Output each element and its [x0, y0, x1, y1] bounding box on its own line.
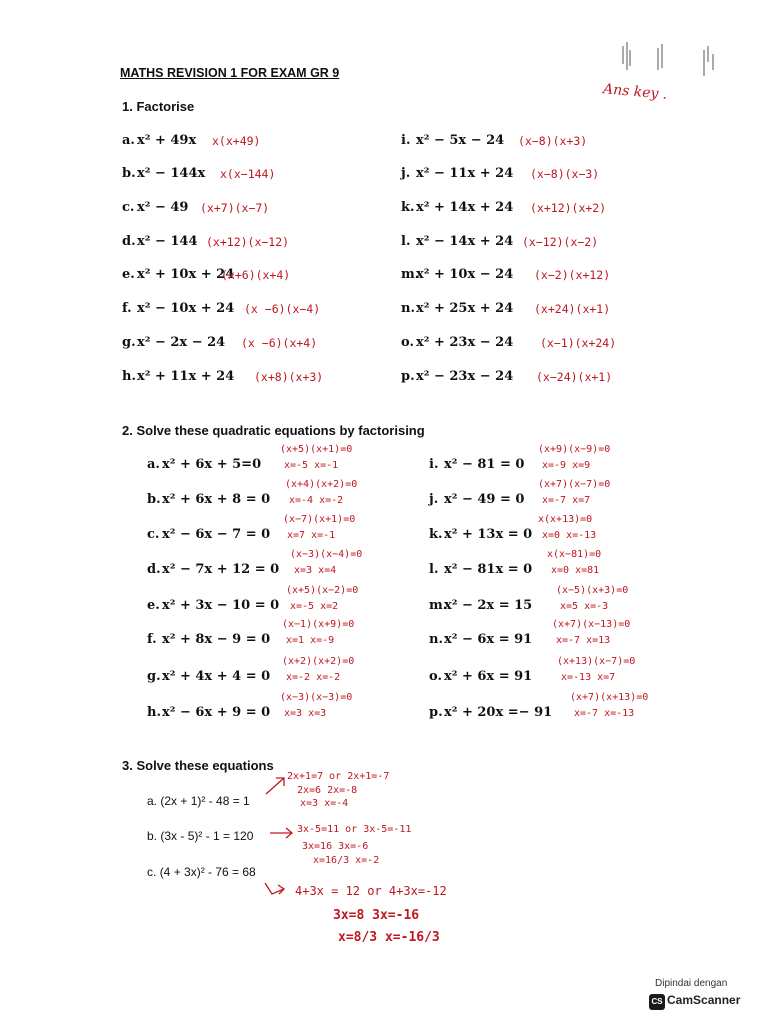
s3-item-a: a. (2x + 1)² - 48 = 1 [147, 794, 250, 808]
item-answer: (x −6)(x+4) [241, 336, 318, 350]
s3-a-work-2: 2x=6 2x=-8 [297, 785, 358, 796]
item-answer: x(x+49) [212, 134, 261, 148]
item-answer-line1: x(x−81)=0 [547, 549, 602, 560]
item-answer: (x+8)(x+3) [254, 370, 324, 384]
item-label: l. [401, 234, 411, 249]
item-expression: x² + 10x + 24 [137, 267, 235, 282]
item-label: i. [429, 457, 439, 472]
item-label: g. [122, 335, 136, 350]
item-expression: x² − 2x − 24 [137, 335, 226, 350]
item-answer: (x+7)(x−7) [200, 201, 270, 215]
item-label: c. [147, 527, 160, 542]
item-expression: x² − 23x − 24 [416, 369, 514, 384]
item-answer-line1: (x−3)(x−4)=0 [290, 549, 363, 560]
camscanner-logo-icon: CS [649, 994, 665, 1010]
s3-b-work-2: 3x=16 3x=-6 [302, 841, 369, 852]
item-expression: x² + 49x [137, 133, 197, 148]
item-expression: x² + 20x =− 91 [444, 705, 553, 720]
item-expression: x² + 4x + 4 = 0 [162, 669, 271, 684]
item-answer-line1: (x+4)(x+2)=0 [285, 479, 358, 490]
item-answer-line2: x=0 x=81 [551, 565, 600, 576]
item-expression: x² + 11x + 24 [137, 369, 235, 384]
item-expression: x² − 6x + 9 = 0 [162, 705, 271, 720]
item-answer-line1: (x+2)(x+2)=0 [282, 656, 355, 667]
camscanner-badge [645, 978, 757, 1016]
scan-edge-marks [618, 40, 728, 90]
item-label: e. [147, 598, 160, 613]
item-label: c. [122, 200, 135, 215]
camscanner-name: CamScanner [667, 993, 741, 1007]
item-answer: (x−1)(x+24) [540, 336, 617, 350]
item-label: h. [122, 369, 136, 384]
s3-a-work-1: 2x+1=7 or 2x+1=-7 [287, 771, 390, 782]
item-label: p. [401, 369, 415, 384]
item-answer-line2: x=-2 x=-2 [286, 672, 341, 683]
item-label: l. [429, 562, 439, 577]
item-answer-line2: x=-7 x=-13 [574, 708, 635, 719]
item-answer-line2: x=-7 x=13 [556, 635, 611, 646]
item-answer-line2: x=5 x=-3 [560, 601, 609, 612]
item-answer-line1: (x−1)(x+9)=0 [282, 619, 355, 630]
item-expression: x² − 144 [137, 234, 198, 249]
item-expression: x² + 3x − 10 = 0 [162, 598, 280, 613]
item-expression: x² − 49 = 0 [444, 492, 525, 507]
item-answer: (x−8)(x−3) [530, 167, 600, 181]
item-label: m. [429, 598, 448, 613]
item-label: k. [401, 200, 415, 215]
s3-item-b: b. (3x - 5)² - 1 = 120 [147, 829, 254, 843]
arrow-icon [262, 880, 290, 902]
item-label: h. [147, 705, 161, 720]
item-label: j. [401, 166, 411, 181]
item-label: a. [147, 457, 160, 472]
arrow-icon [268, 826, 296, 840]
item-expression: x² + 10x − 24 [416, 267, 514, 282]
item-expression: x² − 6x − 7 = 0 [162, 527, 271, 542]
answer-key-label: Ans key . [602, 81, 668, 103]
item-answer-line2: x=-5 x=-1 [284, 460, 339, 471]
item-expression: x² − 144x [137, 166, 206, 181]
item-answer-line2: x=-4 x=-2 [289, 495, 344, 506]
item-answer: (x+6)(x+4) [221, 268, 291, 282]
s3-c-work-2: 3x=8 3x=-16 [333, 908, 420, 923]
item-answer: (x+12)(x−12) [206, 235, 290, 249]
item-expression: x² + 23x − 24 [416, 335, 514, 350]
item-expression: x² − 5x − 24 [416, 133, 505, 148]
item-answer: (x −6)(x−4) [244, 302, 321, 316]
item-label: a. [122, 133, 135, 148]
item-answer-line2: x=-5 x=2 [290, 601, 339, 612]
item-answer-line1: (x+13)(x−7)=0 [557, 656, 636, 667]
item-expression: x² − 6x = 91 [444, 632, 533, 647]
item-label: o. [429, 669, 442, 684]
item-expression: x² − 81x = 0 [444, 562, 533, 577]
item-label: i. [401, 133, 411, 148]
item-answer: (x+24)(x+1) [534, 302, 611, 316]
item-label: b. [147, 492, 161, 507]
item-answer-line1: (x+7)(x+13)=0 [570, 692, 649, 703]
item-answer-line2: x=7 x=-1 [287, 530, 336, 541]
item-expression: x² + 25x + 24 [416, 301, 514, 316]
item-label: b. [122, 166, 136, 181]
item-label: f. [147, 632, 157, 647]
s3-a-work-3: x=3 x=-4 [300, 798, 349, 809]
item-answer-line1: (x−5)(x+3)=0 [556, 585, 629, 596]
item-expression: x² − 7x + 12 = 0 [162, 562, 280, 577]
item-expression: x² − 2x = 15 [444, 598, 533, 613]
s3-c-work-1: 4+3x = 12 or 4+3x=-12 [295, 884, 447, 898]
item-expression: x² − 14x + 24 [416, 234, 514, 249]
item-answer-line1: (x+5)(x+1)=0 [280, 444, 353, 455]
item-label: d. [147, 562, 161, 577]
item-answer-line2: x=-13 x=7 [561, 672, 616, 683]
s3-b-work-1: 3x-5=11 or 3x-5=-11 [297, 824, 412, 835]
s3-b-work-3: x=16/3 x=-2 [313, 855, 380, 866]
item-answer-line2: x=1 x=-9 [286, 635, 335, 646]
item-answer-line1: (x−3)(x−3)=0 [280, 692, 353, 703]
item-answer-line1: (x+7)(x−7)=0 [538, 479, 611, 490]
item-answer: (x−2)(x+12) [534, 268, 611, 282]
s3-c-work-3: x=8/3 x=-16/3 [338, 930, 440, 945]
item-expression: x² + 13x = 0 [444, 527, 533, 542]
item-answer-line2: x=0 x=-13 [542, 530, 597, 541]
item-label: j. [429, 492, 439, 507]
item-answer-line1: (x+7)(x−13)=0 [552, 619, 631, 630]
item-label: e. [122, 267, 135, 282]
item-expression: x² − 11x + 24 [416, 166, 514, 181]
item-label: f. [122, 301, 132, 316]
item-answer-line2: x=-9 x=9 [542, 460, 591, 471]
item-answer-line1: (x+5)(x−2)=0 [286, 585, 359, 596]
item-answer: x(x−144) [220, 167, 276, 181]
scanned-with-text: Dipindai dengan [655, 978, 728, 989]
item-expression: x² + 6x = 91 [444, 669, 533, 684]
item-answer-line1: (x−7)(x+1)=0 [283, 514, 356, 525]
item-expression: x² − 10x + 24 [137, 301, 235, 316]
item-answer-line1: (x+9)(x−9)=0 [538, 444, 611, 455]
item-label: m. [401, 267, 420, 282]
item-answer-line2: x=3 x=3 [284, 708, 327, 719]
item-label: n. [429, 632, 443, 647]
item-answer: (x−8)(x+3) [518, 134, 588, 148]
section3-heading: 3. Solve these equations [122, 758, 274, 773]
item-answer: (x+12)(x+2) [530, 201, 607, 215]
item-expression: x² + 14x + 24 [416, 200, 514, 215]
item-expression: x² + 6x + 8 = 0 [162, 492, 271, 507]
item-label: o. [401, 335, 414, 350]
item-answer-line2: x=3 x=4 [294, 565, 337, 576]
item-answer-line1: x(x+13)=0 [538, 514, 593, 525]
item-label: p. [429, 705, 443, 720]
item-answer: (x−12)(x−2) [522, 235, 599, 249]
item-answer: (x−24)(x+1) [536, 370, 613, 384]
item-answer-line2: x=-7 x=7 [542, 495, 591, 506]
item-expression: x² − 81 = 0 [444, 457, 525, 472]
s3-item-c: c. (4 + 3x)² - 76 = 68 [147, 865, 256, 879]
item-expression: x² + 6x + 5=0 [162, 457, 262, 472]
item-expression: x² + 8x − 9 = 0 [162, 632, 271, 647]
section1-heading: 1. Factorise [122, 99, 195, 114]
item-expression: x² − 49 [137, 200, 189, 215]
item-label: k. [429, 527, 443, 542]
page-title: MATHS REVISION 1 FOR EXAM GR 9 [120, 66, 340, 80]
item-label: g. [147, 669, 161, 684]
section2-heading: 2. Solve these quadratic equations by factorising [122, 423, 425, 438]
item-label: n. [401, 301, 415, 316]
item-label: d. [122, 234, 136, 249]
